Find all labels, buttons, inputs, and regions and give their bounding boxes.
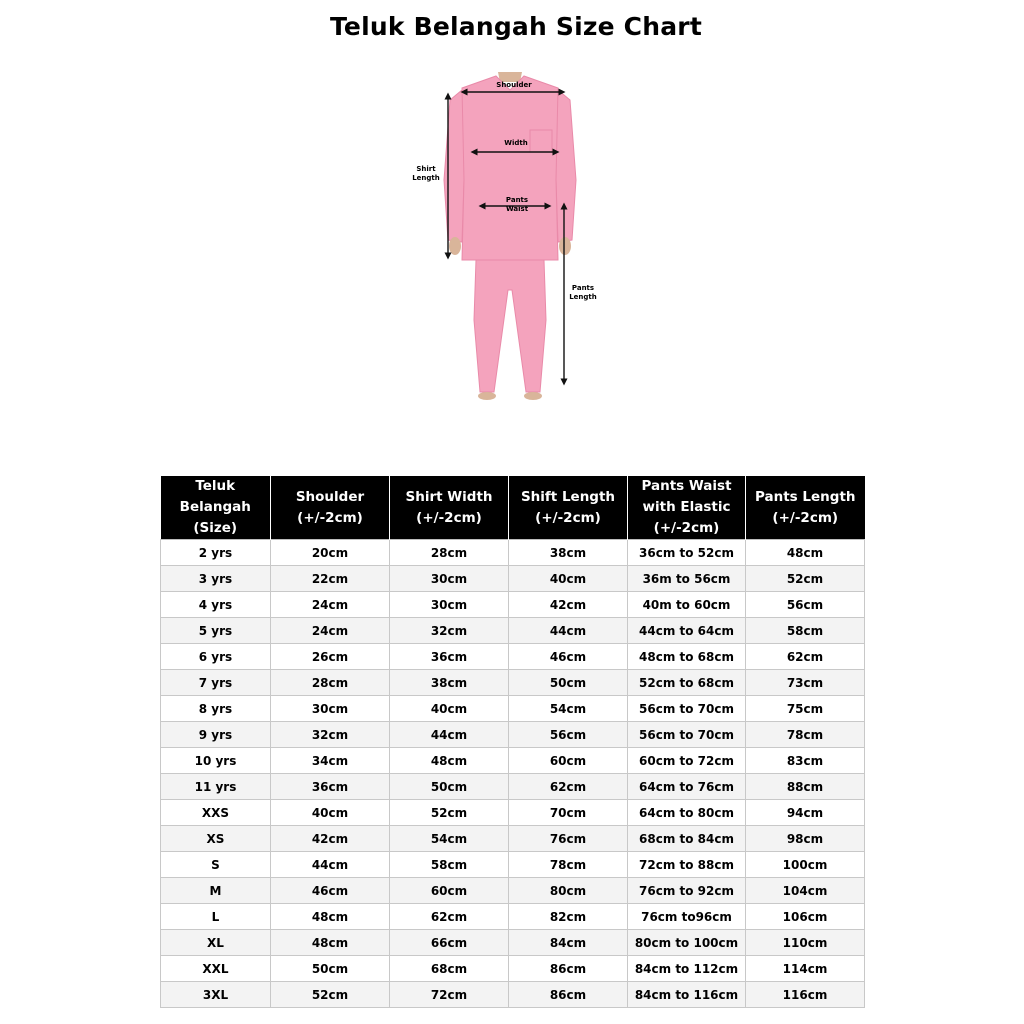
shoulder-cell: 36cm (271, 774, 390, 800)
size-cell: 2 yrs (161, 540, 271, 566)
pants-length-cell: 52cm (746, 566, 865, 592)
pants-waist-cell: 64cm to 80cm (628, 800, 746, 826)
shoulder-cell: 50cm (271, 956, 390, 982)
size-cell: 7 yrs (161, 670, 271, 696)
shift-length-cell: 62cm (509, 774, 628, 800)
pants-length-label: Pants Length (569, 284, 597, 301)
shift-length-cell: 86cm (509, 982, 628, 1008)
shoulder-cell: 32cm (271, 722, 390, 748)
shoulder-cell: 24cm (271, 618, 390, 644)
table-row (161, 904, 865, 930)
size-table-container (160, 476, 864, 1008)
shoulder-cell: 24cm (271, 592, 390, 618)
shift-length-cell: 46cm (509, 644, 628, 670)
shoulder-cell: 22cm (271, 566, 390, 592)
size-cell: L (161, 904, 271, 930)
header-size: Teluk Belangah (Size) (161, 476, 271, 540)
table-row (161, 852, 865, 878)
shoulder-cell: 26cm (271, 644, 390, 670)
pants-length-cell: 94cm (746, 800, 865, 826)
shift-length-cell: 44cm (509, 618, 628, 644)
pants-waist-cell: 36m to 56cm (628, 566, 746, 592)
pants-waist-cell: 72cm to 88cm (628, 852, 746, 878)
shoulder-cell: 42cm (271, 826, 390, 852)
hand-right (559, 237, 571, 255)
pants-length-cell: 106cm (746, 904, 865, 930)
table-row (161, 800, 865, 826)
pants-length-cell: 104cm (746, 878, 865, 904)
pants-length-cell: 48cm (746, 540, 865, 566)
pants-waist-cell: 44cm to 64cm (628, 618, 746, 644)
shift-length-cell: 86cm (509, 956, 628, 982)
pants-waist-cell: 80cm to 100cm (628, 930, 746, 956)
pants-length-cell: 88cm (746, 774, 865, 800)
shoulder-cell: 40cm (271, 800, 390, 826)
pants-length-cell: 100cm (746, 852, 865, 878)
foot-right (524, 392, 542, 400)
table-row (161, 774, 865, 800)
pants-waist-cell: 76cm to96cm (628, 904, 746, 930)
shirt-width-cell: 40cm (390, 696, 509, 722)
garment-figure (400, 60, 620, 410)
size-cell: 11 yrs (161, 774, 271, 800)
shoulder-cell: 52cm (271, 982, 390, 1008)
table-row (161, 956, 865, 982)
pants-length-cell: 116cm (746, 982, 865, 1008)
pants (474, 260, 546, 392)
shift-length-cell: 78cm (509, 852, 628, 878)
size-cell: 10 yrs (161, 748, 271, 774)
table-row (161, 982, 865, 1008)
shoulder-cell: 20cm (271, 540, 390, 566)
pants-waist-label: Pants Waist (505, 196, 529, 213)
shirt-width-cell: 36cm (390, 644, 509, 670)
pants-length-cell: 110cm (746, 930, 865, 956)
shift-length-cell: 80cm (509, 878, 628, 904)
table-row (161, 566, 865, 592)
shift-length-cell: 40cm (509, 566, 628, 592)
pants-length-cell: 58cm (746, 618, 865, 644)
shoulder-label: Shoulder (496, 81, 532, 89)
pants-length-cell: 114cm (746, 956, 865, 982)
pants-waist-cell: 56cm to 70cm (628, 696, 746, 722)
size-cell: 5 yrs (161, 618, 271, 644)
shift-length-cell: 60cm (509, 748, 628, 774)
size-cell: 9 yrs (161, 722, 271, 748)
size-cell: 3XL (161, 982, 271, 1008)
size-cell: S (161, 852, 271, 878)
header-shirt-width: Shirt Width (+/-2cm) (390, 476, 509, 540)
shift-length-cell: 50cm (509, 670, 628, 696)
pants-waist-cell: 84cm to 112cm (628, 956, 746, 982)
header-shift-length: Shift Length (+/-2cm) (509, 476, 628, 540)
size-cell: XXL (161, 956, 271, 982)
pants-length-cell: 56cm (746, 592, 865, 618)
size-cell: M (161, 878, 271, 904)
pants-length-cell: 73cm (746, 670, 865, 696)
shirt-width-cell: 28cm (390, 540, 509, 566)
shirt-width-cell: 30cm (390, 566, 509, 592)
shoulder-cell: 48cm (271, 904, 390, 930)
table-row (161, 722, 865, 748)
shift-length-cell: 70cm (509, 800, 628, 826)
shift-length-cell: 82cm (509, 904, 628, 930)
shoulder-cell: 30cm (271, 696, 390, 722)
table-row (161, 826, 865, 852)
shirt-width-cell: 44cm (390, 722, 509, 748)
pants-waist-cell: 60cm to 72cm (628, 748, 746, 774)
size-cell: XS (161, 826, 271, 852)
header-shoulder: Shoulder (+/-2cm) (271, 476, 390, 540)
table-row (161, 618, 865, 644)
pants-waist-cell: 64cm to 76cm (628, 774, 746, 800)
shift-length-cell: 42cm (509, 592, 628, 618)
size-cell: XL (161, 930, 271, 956)
shirt-width-cell: 54cm (390, 826, 509, 852)
pants-length-cell: 62cm (746, 644, 865, 670)
shirt-width-cell: 48cm (390, 748, 509, 774)
pants-waist-cell: 40m to 60cm (628, 592, 746, 618)
shoulder-cell: 46cm (271, 878, 390, 904)
table-row (161, 670, 865, 696)
hand-left (449, 237, 461, 255)
shirt-width-cell: 52cm (390, 800, 509, 826)
shirt-body (462, 76, 558, 260)
width-label: Width (504, 139, 528, 147)
header-pants-waist: Pants Waist with Elastic (+/-2cm) (628, 476, 746, 540)
pants-waist-cell: 68cm to 84cm (628, 826, 746, 852)
shift-length-cell: 84cm (509, 930, 628, 956)
table-row (161, 540, 865, 566)
garment-illustration (400, 60, 620, 410)
shoulder-cell: 48cm (271, 930, 390, 956)
shirt-width-cell: 30cm (390, 592, 509, 618)
foot-left (478, 392, 496, 400)
shirt-width-cell: 66cm (390, 930, 509, 956)
shift-length-cell: 56cm (509, 722, 628, 748)
shirt-width-cell: 68cm (390, 956, 509, 982)
size-table (160, 476, 865, 1008)
shoulder-cell: 44cm (271, 852, 390, 878)
shoulder-cell: 28cm (271, 670, 390, 696)
shirt-width-cell: 60cm (390, 878, 509, 904)
table-row (161, 592, 865, 618)
shirt-width-cell: 72cm (390, 982, 509, 1008)
page-title: Teluk Belangah Size Chart (330, 12, 702, 41)
shirt-width-cell: 62cm (390, 904, 509, 930)
table-row (161, 930, 865, 956)
size-cell: XXS (161, 800, 271, 826)
pants-length-cell: 75cm (746, 696, 865, 722)
pants-length-cell: 83cm (746, 748, 865, 774)
table-header-row (161, 476, 865, 540)
shirt-width-cell: 38cm (390, 670, 509, 696)
table-body (161, 540, 865, 1008)
shirt-width-cell: 58cm (390, 852, 509, 878)
table-row (161, 878, 865, 904)
pants-waist-cell: 84cm to 116cm (628, 982, 746, 1008)
shift-length-cell: 54cm (509, 696, 628, 722)
table-row (161, 644, 865, 670)
shirt-length-label: Shirt Length (412, 165, 440, 182)
pants-waist-cell: 36cm to 52cm (628, 540, 746, 566)
size-cell: 4 yrs (161, 592, 271, 618)
pants-waist-cell: 52cm to 68cm (628, 670, 746, 696)
size-cell: 3 yrs (161, 566, 271, 592)
pants-waist-cell: 76cm to 92cm (628, 878, 746, 904)
table-row (161, 696, 865, 722)
shift-length-cell: 38cm (509, 540, 628, 566)
size-cell: 6 yrs (161, 644, 271, 670)
shoulder-cell: 34cm (271, 748, 390, 774)
shirt-width-cell: 32cm (390, 618, 509, 644)
header-pants-length: Pants Length (+/-2cm) (746, 476, 865, 540)
pants-length-cell: 78cm (746, 722, 865, 748)
shirt-width-cell: 50cm (390, 774, 509, 800)
table-row (161, 748, 865, 774)
pants-waist-cell: 56cm to 70cm (628, 722, 746, 748)
shift-length-cell: 76cm (509, 826, 628, 852)
size-cell: 8 yrs (161, 696, 271, 722)
pants-length-cell: 98cm (746, 826, 865, 852)
pants-waist-cell: 48cm to 68cm (628, 644, 746, 670)
